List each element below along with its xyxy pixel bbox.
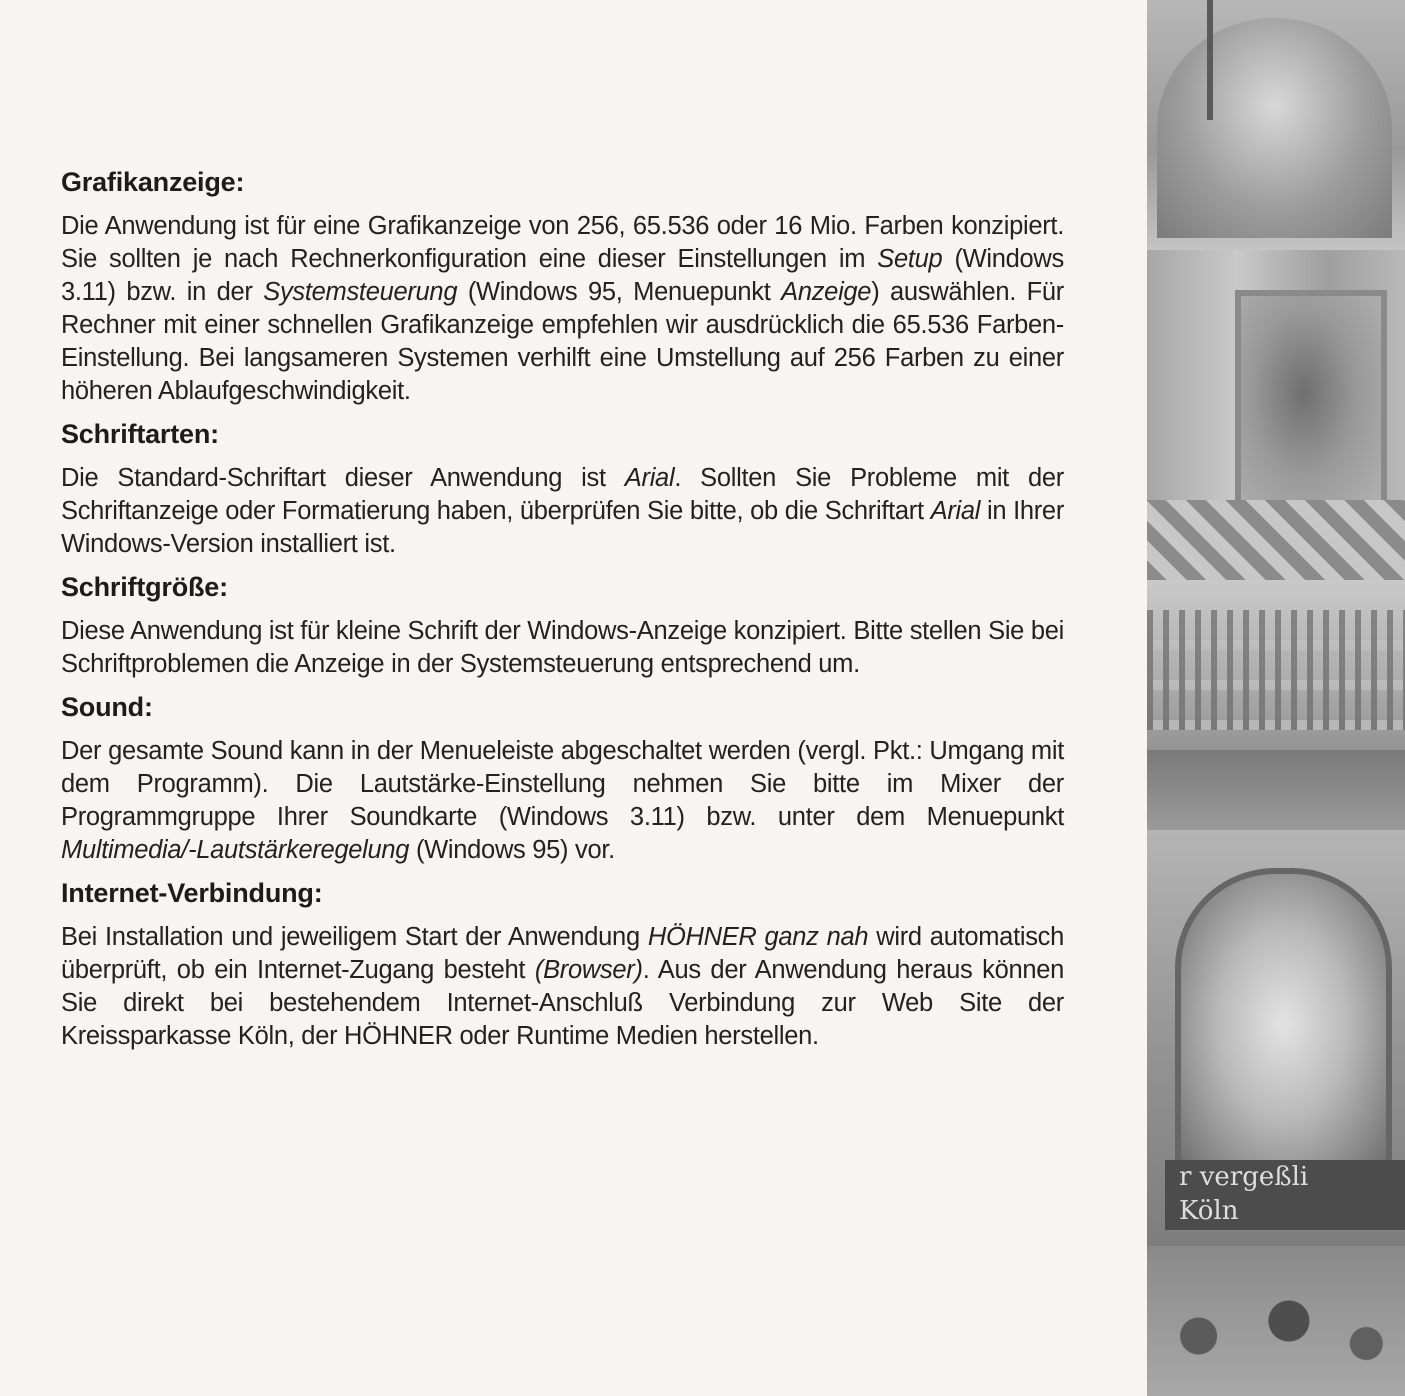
section-heading: Schriftarten:	[61, 419, 219, 449]
arch-window-shape	[1157, 18, 1392, 238]
section-heading: Schriftgröße:	[61, 572, 228, 602]
manual-text-column	[61, 166, 1064, 1063]
section-grafikanzeige	[61, 166, 1064, 408]
italic-term: Anzeige	[781, 278, 872, 306]
section-sound	[61, 691, 1064, 867]
street-level	[1147, 750, 1405, 830]
body-text: Bei Installation und jeweiligem Start der Anwendung	[61, 923, 648, 951]
italic-term: Setup	[877, 245, 943, 273]
section-schriftgroesse	[61, 571, 1064, 681]
arched-gate	[1175, 868, 1392, 1180]
gate-sign	[1165, 1160, 1405, 1230]
italic-term: Systemsteuerung	[263, 278, 458, 306]
church-photo	[1147, 0, 1405, 250]
body-text: Der gesamte Sound kann in der Menueleiste abgeschaltet werden (vergl. Pkt.: Umgang mit dem Programm). Die Lautstärke-Einstellung nehmen Sie bitte im Mixer der Programmgruppe Ihrer Soundkarte (Windows 3.11) bzw. unter dem Menuepunkt	[61, 737, 1064, 831]
people-photo	[1147, 250, 1405, 580]
body-text: in Ihrer Windows-Version installiert ist.	[61, 497, 1065, 558]
body-text: (Windows 3.11) bzw. in der	[61, 245, 1064, 306]
italic-term: HÖHNER ganz nah	[647, 923, 869, 951]
body-text: . Sollten Sie Probleme mit der Schriftanzeige oder Formatierung haben, überprüfen Sie bitte, ob die Schriftart	[61, 464, 1064, 525]
section-heading: Sound:	[61, 692, 153, 722]
gate-sign-line2: Köln	[1179, 1196, 1239, 1226]
section-internet-verbindung	[61, 877, 1064, 1053]
italic-term: Multimedia/-Lautstärkeregelung	[61, 836, 410, 864]
body-text: (Windows 95) vor.	[409, 836, 615, 864]
italic-term: Arial	[624, 464, 675, 492]
body-text: ) auswählen. Für Rechner mit einer schnellen Grafikanzeige empfehlen wir ausdrücklich die 65.536 Farben-Einstellung. Bei langsameren Systemen verhilft eine Umstellung auf 256 Farben zu einer höheren Ablaufgeschwindigkeit.	[61, 278, 1064, 405]
section-body	[61, 615, 1064, 681]
body-text: Diese Anwendung ist für kleine Schrift der Windows-Anzeige konzipiert. Bitte stellen Sie bei Schriftproblemen die Anzeige in der Systemsteuerung entsprechend um.	[61, 617, 1064, 678]
building-windows	[1147, 610, 1405, 730]
checkered-floor	[1147, 500, 1405, 580]
crowd-silhouettes	[1147, 1246, 1405, 1396]
body-text: (Windows 95, Menuepunkt	[457, 278, 782, 306]
italic-term: (Browser)	[534, 956, 643, 984]
building-photo	[1147, 580, 1405, 830]
gate-sign-line1: r vergeßli	[1179, 1162, 1309, 1192]
gate-photo	[1147, 830, 1405, 1396]
section-heading: Grafikanzeige:	[61, 167, 245, 197]
section-schriftarten	[61, 418, 1064, 561]
body-text: Die Anwendung ist für eine Grafikanzeige von 256, 65.536 oder 16 Mio. Farben konzipiert. Sie sollten je nach Rechnerkonfiguration eine dieser Einstellungen im	[61, 212, 1064, 273]
body-text: Die Standard-Schriftart dieser Anwendung ist	[61, 464, 625, 492]
church-spire-shape	[1207, 0, 1213, 120]
section-body	[61, 735, 1064, 867]
body-text: . Aus der Anwendung heraus können Sie direkt bei bestehendem Internet-Anschluß Verbindung zur Web Site der Kreissparkasse Köln, der HÖHNER oder Runtime Medien herstellen.	[61, 956, 1065, 1050]
section-body	[61, 921, 1064, 1053]
italic-term: Arial	[930, 497, 981, 525]
section-body	[61, 462, 1064, 561]
portrait-frame	[1235, 290, 1387, 517]
section-heading: Internet-Verbindung:	[61, 878, 323, 908]
photo-collage-strip	[1147, 0, 1405, 1396]
section-body	[61, 210, 1064, 408]
body-text: wird automatisch überprüft, ob ein Internet-Zugang besteht	[61, 923, 1064, 984]
